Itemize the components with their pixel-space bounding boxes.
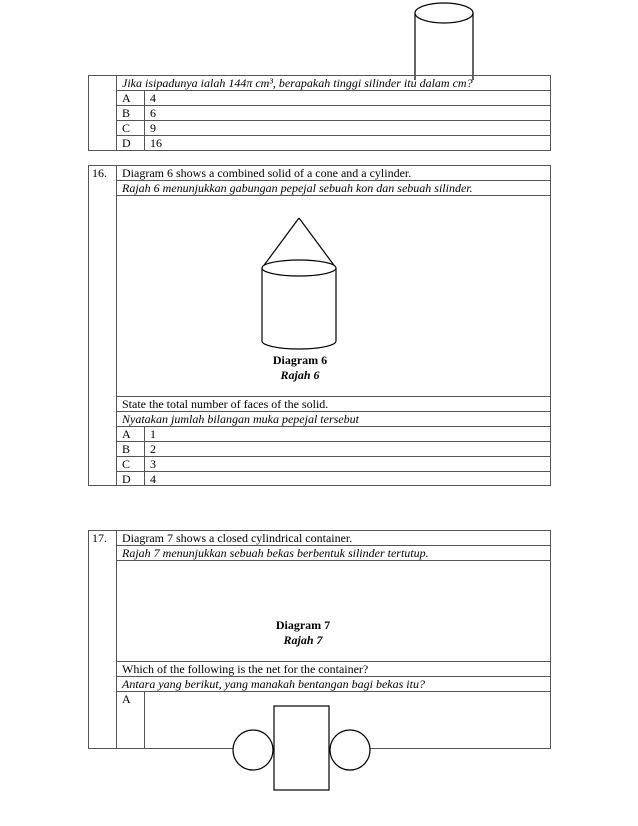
q15-option-b-letter: B [122, 106, 131, 120]
q16-option-c-letter: C [122, 457, 131, 471]
q16-option-a-value[interactable]: 1 [150, 427, 156, 441]
q16-option-d-letter: D [122, 472, 131, 486]
q16-option-b-letter: B [122, 442, 131, 456]
q15-option-c-letter: C [122, 121, 131, 135]
q16-diagram-caption-en: Diagram 6 [272, 353, 328, 367]
q15-option-c-value[interactable]: 9 [150, 121, 156, 135]
q15-question-ms: Jika isipadunya ialah 144π cm³, berapakah tinggi silinder itu dalam cm? [122, 76, 473, 90]
q15-option-a-value[interactable]: 4 [150, 91, 156, 105]
q16-diagram-caption-ms: Rajah 6 [280, 368, 320, 382]
q15-option-a-letter: A [122, 91, 131, 105]
q15-option-b-value[interactable]: 6 [150, 106, 156, 120]
q16-number: 16. [92, 166, 107, 180]
q17-number: 17. [92, 531, 107, 545]
q15-option-d-letter: D [122, 136, 131, 150]
q15-option-d-value[interactable]: 16 [150, 136, 162, 150]
q16-option-d-value[interactable]: 4 [150, 472, 156, 486]
q17-intro-ms: Rajah 7 menunjukkan sebuah bekas berbentuk silinder tertutup. [122, 546, 429, 560]
q16-question-ms: Nyatakan jumlah bilangan muka pepejal tersebut [122, 412, 359, 426]
q17-question-en: Which of the following is the net for the container? [122, 662, 369, 676]
q17-intro-en: Diagram 7 shows a closed cylindrical container. [122, 531, 353, 545]
q16-question-en: State the total number of faces of the solid. [122, 397, 329, 411]
q17-diagram-caption-ms: Rajah 7 [283, 633, 323, 647]
q17-diagram-caption-en: Diagram 7 [275, 618, 331, 632]
q16-option-c-value[interactable]: 3 [150, 457, 156, 471]
q16-intro-en: Diagram 6 shows a combined solid of a cone and a cylinder. [122, 166, 412, 180]
q17-question-ms: Antara yang berikut, yang manakah bentangan bagi bekas itu? [122, 677, 425, 691]
q16-option-a-letter: A [122, 427, 131, 441]
q16-option-b-value[interactable]: 2 [150, 442, 156, 456]
q17-option-a-letter[interactable]: A [122, 692, 131, 706]
q16-intro-ms: Rajah 6 menunjukkan gabungan pepejal sebuah kon dan sebuah silinder. [122, 181, 473, 195]
